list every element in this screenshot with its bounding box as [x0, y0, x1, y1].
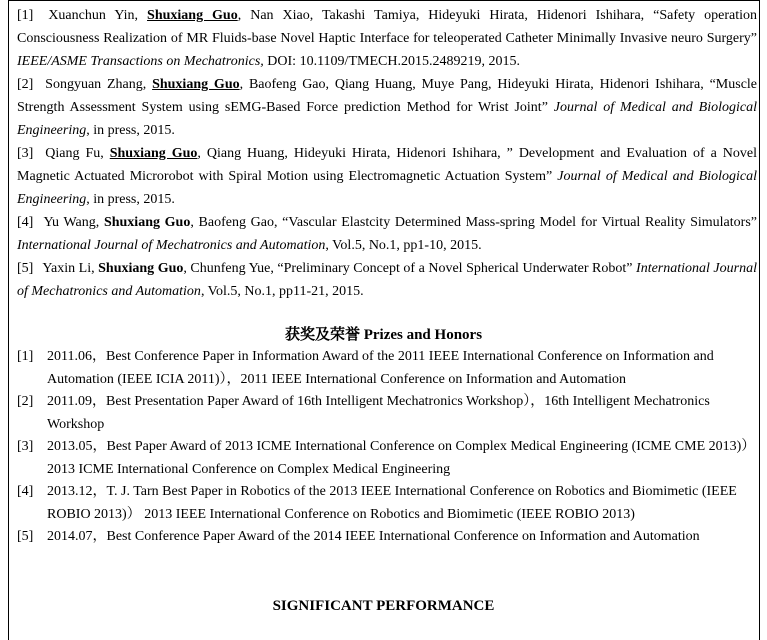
highlighted-author: Shuxiang Guo: [98, 261, 184, 276]
prizes-title-cn: 获奖及荣誉: [284, 325, 360, 343]
publication-authors-after: , Qiang Huang, Hideyuki Hirata, Hidenori Ishihara, ” Development and Evaluation of a Novel Magnetic Actuated Microrobot with Spiral Motion using Electromagnetic Actuation System”: [17, 146, 758, 184]
prizes-title-en: Prizes and Honors: [359, 327, 483, 343]
publication-list: [17, 4, 757, 303]
significant-performance-title: SIGNIFICANT PERFORMANCE: [272, 598, 495, 614]
award-number: [4]: [17, 484, 34, 499]
publication-details: , in press, 2015.: [86, 123, 175, 138]
award-item: [17, 481, 757, 526]
award-item: [17, 526, 757, 549]
highlighted-author: Shuxiang Guo: [147, 8, 238, 23]
award-item: [17, 346, 757, 391]
publication-number: [4]: [17, 215, 34, 230]
award-item: [17, 391, 757, 436]
award-text: 2014.07，Best Conference Paper Award of the 2014 IEEE International Conference on Information and Automation: [47, 529, 700, 544]
publication-authors-after: , Chunfeng Yue, “Preliminary Concept of a Novel Spherical Underwater Robot”: [183, 261, 637, 276]
publication-item: [17, 257, 757, 303]
publication-venue: International Journal of Mechatronics and Automation: [17, 238, 326, 253]
award-number: [2]: [17, 394, 34, 409]
publication-authors-before: Yu Wang,: [43, 215, 104, 230]
publication-number: [1]: [17, 8, 34, 23]
award-number: [3]: [17, 439, 34, 454]
award-text: 2013.05，Best Paper Award of 2013 ICME International Conference on Complex Medical Engineering (ICME CME 2013)） 2013 ICME International Conference on Complex Medical Engineering: [47, 439, 756, 477]
award-number: [1]: [17, 349, 34, 364]
publication-venue: Journal of Medical and Biological Engineering: [17, 100, 757, 138]
publication-details: , Vol.5, No.1, pp11-21, 2015.: [200, 284, 364, 299]
highlighted-author: Shuxiang Guo: [109, 146, 198, 161]
publication-authors-after: , Nan Xiao, Takashi Tamiya, Hideyuki Hirata, Hidenori Ishihara, “Safety operation Consciousness Realization of MR Fluids-base Novel Haptic Interface for teleoperated Catheter Minimally Invasive neuro Surgery”: [17, 8, 757, 46]
publication-number: [2]: [17, 77, 34, 92]
award-item: [17, 436, 757, 481]
publication-venue: International Journal of Mechatronics and Automation: [17, 261, 757, 299]
publication-item: [17, 4, 757, 73]
publication-number: [3]: [17, 146, 34, 161]
publication-item: [17, 142, 757, 211]
publication-authors-before: Qiang Fu,: [45, 146, 110, 161]
publication-item: [17, 73, 757, 142]
prizes-section-title: [0, 323, 767, 344]
publication-authors-after: , Baofeng Gao, Qiang Huang, Muye Pang, Hideyuki Hirata, Hidenori Ishihara, “Muscle Strength Assessment System using sEMG-Based Force prediction Method for Wrist Joint”: [17, 77, 758, 115]
publication-item: [17, 211, 757, 257]
highlighted-author: Shuxiang Guo: [103, 215, 191, 230]
award-text: 2013.12，T. J. Tarn Best Paper in Robotics of the 2013 IEEE International Conference on Robotics and Biomimetic (IEEE ROBIO 2013)） 2013 IEEE International Conference on Robotics and Biomimetic (IEEE ROBIO 2013): [47, 484, 737, 522]
publication-details: DOI: 10.1109/TMECH.2015.2489219, 2015.: [263, 54, 520, 69]
publication-authors-before: Yaxin Li,: [42, 261, 99, 276]
publication-authors-before: Songyuan Zhang,: [45, 77, 153, 92]
publication-number: [5]: [17, 261, 34, 276]
highlighted-author: Shuxiang Guo: [152, 77, 240, 92]
publication-authors-after: , Baofeng Gao, “Vascular Elastcity Determined Mass-spring Model for Virtual Reality Simulators”: [190, 215, 757, 230]
publication-venue: IEEE/ASME Transactions on Mechatronics,: [17, 54, 264, 69]
publication-details: , Vol.5, No.1, pp1-10, 2015.: [325, 238, 482, 253]
award-text: 2011.09，Best Presentation Paper Award of 16th Intelligent Mechatronics Workshop），16th Intelligent Mechatronics Workshop: [47, 394, 710, 432]
award-text: 2011.06，Best Conference Paper in Information Award of the 2011 IEEE International Conference on Information and Automation (IEEE ICIA 2011)），2011 IEEE International Conference on Information and Automation: [47, 349, 714, 387]
award-number: [5]: [17, 529, 34, 544]
publication-venue: Journal of Medical and Biological Engineering: [17, 169, 757, 207]
publication-details: , in press, 2015.: [86, 192, 175, 207]
publication-authors-before: Xuanchun Yin,: [48, 8, 148, 23]
award-list: [17, 346, 757, 549]
